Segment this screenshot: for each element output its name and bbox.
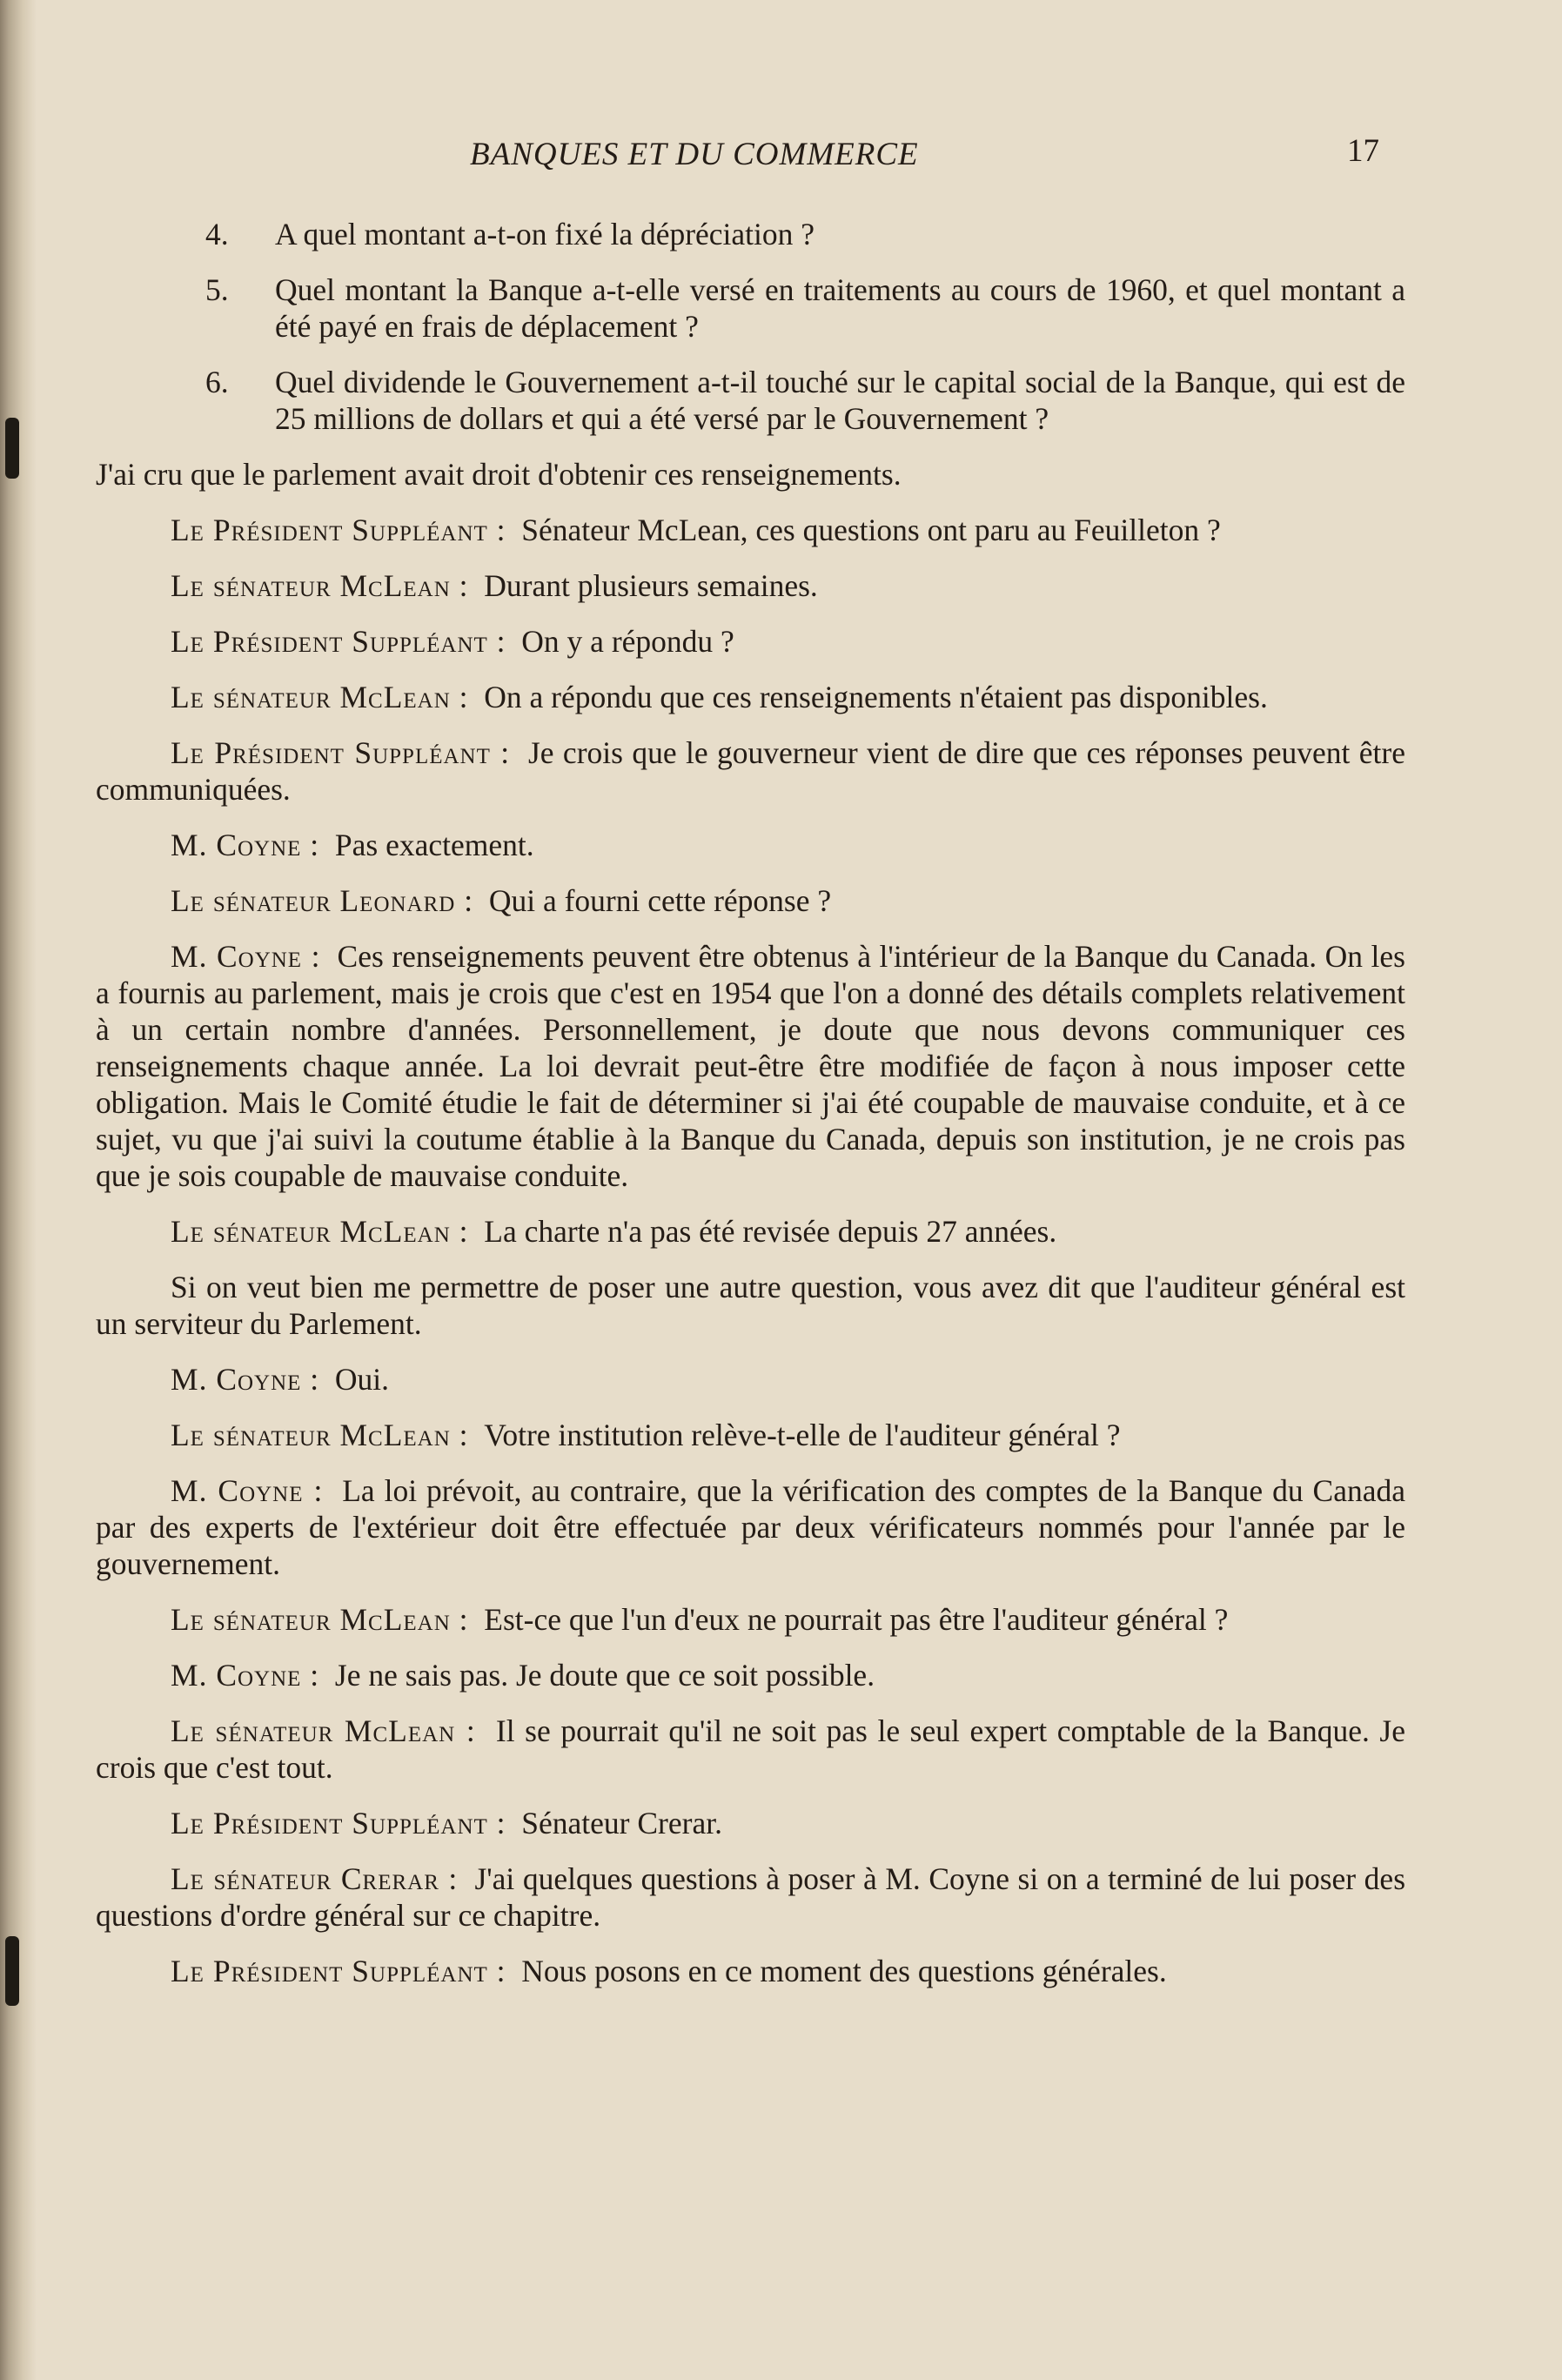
speaker-name: Le sénateur McLean :: [171, 568, 469, 603]
speech-text: J'ai quelques questions à poser à M. Coyne si on a terminé de lui poser des questions d'ordre général sur ce chapitre.: [96, 1861, 1406, 1933]
speaker-name: Le Président Suppléant :: [171, 624, 506, 659]
speaker-name: Le Président Suppléant :: [171, 513, 506, 547]
speaker-name: Le sénateur McLean :: [171, 1418, 469, 1452]
speech-paragraph: [96, 1657, 1405, 1693]
speaker-name: Le sénateur Leonard :: [171, 883, 474, 918]
speech-paragraph: [96, 1860, 1405, 1934]
speaker-name: Le sénateur Crerar :: [171, 1861, 459, 1896]
speech-paragraph: [96, 679, 1405, 715]
speaker-name: Le Président Suppléant :: [171, 1954, 506, 1988]
question-text: Quel dividende le Gouvernement a-t-il touché sur le capital social de la Banque, qui est de 25 millions de dollars et qui a été versé par le Gouvernement ?: [275, 365, 1405, 436]
speech-paragraph: [96, 1269, 1405, 1342]
speech-text: On y a répondu ?: [521, 624, 734, 659]
speech-paragraph: [96, 512, 1405, 548]
speaker-name: Le Président Suppléant :: [171, 1806, 506, 1840]
speech-text: Sénateur McLean, ces questions ont paru au Feuilleton ?: [521, 513, 1221, 547]
speech-paragraph: [96, 882, 1405, 919]
question-number: 4.: [205, 217, 229, 251]
speech-text: Qui a fourni cette réponse ?: [488, 883, 832, 918]
speech-paragraph: [96, 1417, 1405, 1453]
speech-paragraph: [96, 1213, 1405, 1250]
speech-paragraph: [96, 1713, 1405, 1786]
speech-paragraph: [96, 734, 1405, 808]
intro-paragraph: J'ai cru que le parlement avait droit d'obtenir ces renseignements.: [96, 457, 902, 492]
speaker-name: Le sénateur McLean :: [171, 680, 469, 714]
speaker-name: M. Coyne :: [171, 939, 321, 974]
speaker-name: Le sénateur McLean :: [171, 1214, 469, 1249]
speech-text: La loi prévoit, au contraire, que la vérification des comptes de la Banque du Canada par des experts de l'extérieur doit être effectuée par deux vérificateurs nommés pour l'année par le gouvernement.: [96, 1473, 1405, 1581]
question-number: 6.: [205, 365, 229, 399]
question-item: [96, 364, 1405, 437]
speech-text: Oui.: [334, 1362, 390, 1397]
speech-text: Si on veut bien me permettre de poser une autre question, vous avez dit que l'auditeur général est un serviteur du Parlement.: [96, 1270, 1405, 1341]
question-text: Quel montant la Banque a-t-elle versé en traitements au cours de 1960, et quel montant a été payé en frais de déplacement ?: [275, 272, 1405, 344]
page-body: [96, 216, 1405, 2008]
speech-paragraph: [96, 827, 1405, 863]
speech-paragraph: [96, 567, 1405, 604]
speech-paragraph: [96, 1472, 1405, 1582]
speaker-name: Le Président Suppléant :: [171, 735, 511, 770]
speech-paragraph: [96, 938, 1405, 1194]
question-number: 5.: [205, 272, 229, 307]
question-text: A quel montant a-t-on fixé la dépréciation ?: [275, 217, 815, 251]
speaker-name: M. Coyne :: [171, 1473, 324, 1508]
speech-text: Pas exactement.: [334, 828, 534, 862]
speech-text: Il se pourrait qu'il ne soit pas le seul expert comptable de la Banque. Je crois que c'est tout.: [96, 1713, 1406, 1785]
speech-paragraph: [96, 1361, 1405, 1398]
speaker-name: Le sénateur McLean :: [171, 1602, 469, 1637]
question-item: [96, 272, 1405, 345]
page-number: 17: [1347, 133, 1379, 169]
question-item: [96, 216, 1405, 252]
speech-paragraph: [96, 623, 1405, 660]
speaker-name: M. Coyne :: [171, 828, 320, 862]
speech-text: Ces renseignements peuvent être obtenus à l'intérieur de la Banque du Canada. On les a fournis au parlement, mais je crois que c'est en 1954 que l'on a donné des détails complets relativement à un certain nombre d'années. Personnellement, je doute que nous devons communiquer ces renseignements chaque année. La loi devrait peut-être être modifiée de façon à nous imposer cette obligation. Mais le Comité étudie le fait de déterminer si j'ai été coupable de mauvaise conduite, et à ce sujet, vu que j'ai suivi la coutume établie à la Banque du Canada, depuis son institution, je ne crois pas que je sois coupable de mauvaise conduite.: [96, 939, 1405, 1193]
speaker-name: M. Coyne :: [171, 1362, 320, 1397]
speech-paragraph: [96, 1805, 1405, 1841]
running-header: BANQUES ET DU COMMERCE: [470, 137, 919, 172]
speaker-name: Le sénateur McLean :: [171, 1713, 476, 1748]
speech-paragraph: [96, 1953, 1405, 1989]
speech-text: Votre institution relève-t-elle de l'auditeur général ?: [484, 1418, 1121, 1452]
speech-text: Est-ce que l'un d'eux ne pourrait pas être l'auditeur général ?: [484, 1602, 1229, 1637]
speaker-name: M. Coyne :: [171, 1658, 320, 1693]
speech-paragraph: [96, 1601, 1405, 1638]
speech-text: Durant plusieurs semaines.: [484, 568, 818, 603]
speech-text: Sénateur Crerar.: [521, 1806, 722, 1840]
speech-text: Nous posons en ce moment des questions générales.: [521, 1954, 1167, 1988]
speech-text: On a répondu que ces renseignements n'étaient pas disponibles.: [484, 680, 1268, 714]
speech-text: La charte n'a pas été revisée depuis 27 années.: [484, 1214, 1057, 1249]
speech-text: Je ne sais pas. Je doute que ce soit possible.: [334, 1658, 875, 1693]
speech-text: Je crois que le gouverneur vient de dire que ces réponses peuvent être communiquées.: [96, 735, 1405, 807]
